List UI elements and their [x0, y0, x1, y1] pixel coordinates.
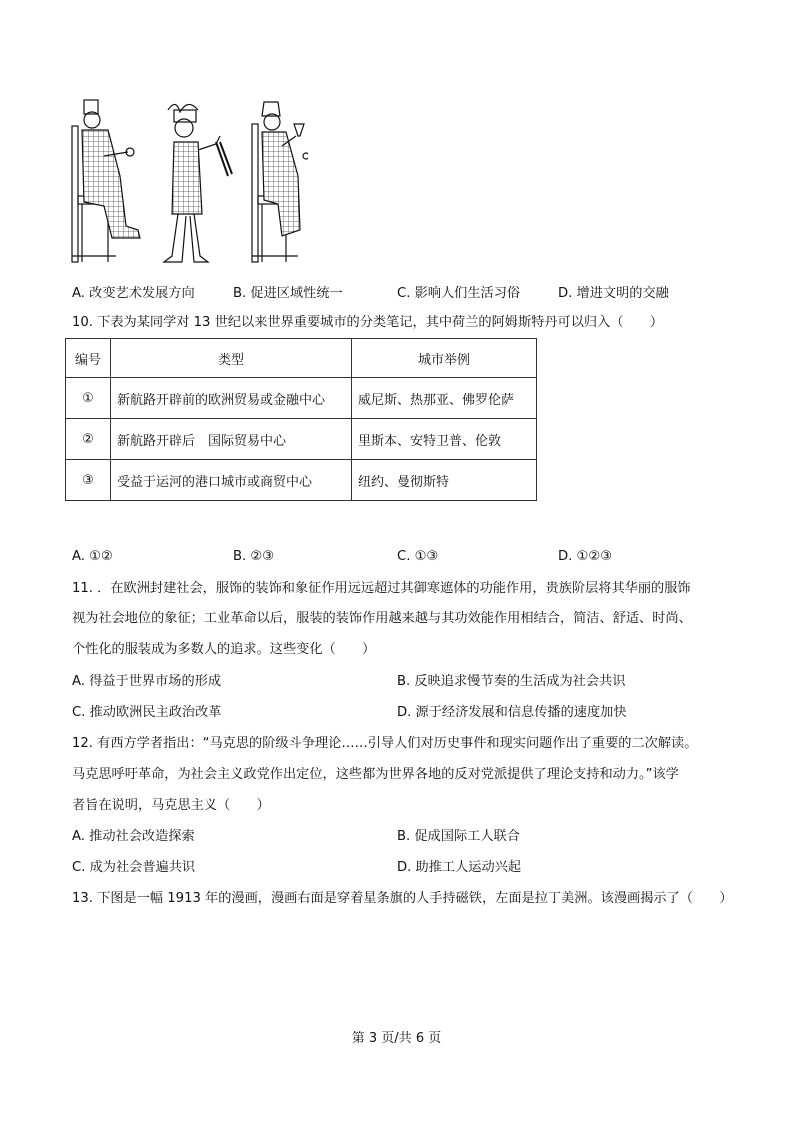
q12-option-c: C. 成为社会普遍共识 — [72, 860, 196, 875]
table-header-cell: 城市举例 — [352, 339, 537, 378]
assyrian-relief-figures-illustration — [68, 96, 308, 268]
q10-option-d: D. ①②③ — [558, 549, 613, 564]
q11-option-b: B. 反映追求慢节奏的生活成为社会共识 — [397, 674, 626, 689]
q11-stem-line-1: 11. ．在欧洲封建社会，服饰的装饰和象征作用远远超过其御寒遮体的功能作用，贵族阶层将其华丽的服饰 — [72, 581, 691, 596]
q11-option-d: D. 源于经济发展和信息传播的速度加快 — [397, 705, 627, 720]
table-header-cell: 类型 — [111, 339, 352, 378]
q12-option-d: D. 助推工人运动兴起 — [397, 860, 522, 875]
q10-option-a: A. ①② — [72, 549, 113, 564]
q10-stem: 10. 下表为某同学对 13 世纪以来世界重要城市的分类笔记，其中荷兰的阿姆斯特丹可以归入（ ） — [72, 315, 664, 330]
q11-stem-line-3: 个性化的服装成为多数人的追求。这些变化（ ） — [72, 642, 376, 657]
q10-option-c: C. ①③ — [397, 549, 439, 564]
table-row — [66, 378, 537, 419]
table-cell: 受益于运河的港口城市或商贸中心 — [111, 460, 352, 501]
q9-option-b: B. 促进区域性统一 — [233, 286, 343, 301]
q11-stem-line-2: 视为社会地位的象征；工业革命以后，服装的装饰作用越来越与其功效能作用相结合，简洁、舒适、时尚、 — [72, 611, 692, 626]
table-cell: 威尼斯、热那亚、佛罗伦萨 — [352, 378, 537, 419]
q12-option-b: B. 促成国际工人联合 — [397, 829, 520, 844]
table-header-row — [66, 339, 537, 378]
q11-option-c: C. 推动欧洲民主政治改革 — [72, 705, 222, 720]
table-row — [66, 419, 537, 460]
table-cell: ② — [66, 419, 111, 460]
q10-option-b: B. ②③ — [233, 549, 275, 564]
q9-option-d: D. 增进文明的交融 — [558, 286, 669, 301]
table-cell: 纽约、曼彻斯特 — [352, 460, 537, 501]
table-cell: ① — [66, 378, 111, 419]
table-cell: 里斯本、安特卫普、伦敦 — [352, 419, 537, 460]
q11-option-a: A. 得益于世界市场的形成 — [72, 674, 222, 689]
q13-stem: 13. 下图是一幅 1913 年的漫画，漫画右面是穿着星条旗的人手持磁铁，左面是拉丁美洲。该漫画揭示了（ ） — [72, 891, 733, 906]
q12-stem-line-1: 12. 有西方学者指出：“马克思的阶级斗争理论……引导人们对历史事件和现实问题作出了重要的二次解读。 — [72, 736, 698, 751]
q10-classification-table — [65, 338, 537, 501]
table-cell: ③ — [66, 460, 111, 501]
q9-option-a: A. 改变艺术发展方向 — [72, 286, 195, 301]
page-number-footer: 第 3 页/共 6 页 — [351, 1031, 442, 1046]
q12-stem-line-2: 马克思呼吁革命，为社会主义政党作出定位，这些都为世界各地的反对党派提供了理论支持和动力。”该学 — [72, 767, 679, 782]
table-cell: 新航路开辟前的欧洲贸易或金融中心 — [111, 378, 352, 419]
table-row — [66, 460, 537, 501]
q12-option-a: A. 推动社会改造探索 — [72, 829, 195, 844]
table-cell: 新航路开辟后 国际贸易中心 — [111, 419, 352, 460]
table-header-cell: 编号 — [66, 339, 111, 378]
q9-option-c: C. 影响人们生活习俗 — [397, 286, 521, 301]
q12-stem-line-3: 者旨在说明，马克思主义（ ） — [72, 798, 270, 813]
